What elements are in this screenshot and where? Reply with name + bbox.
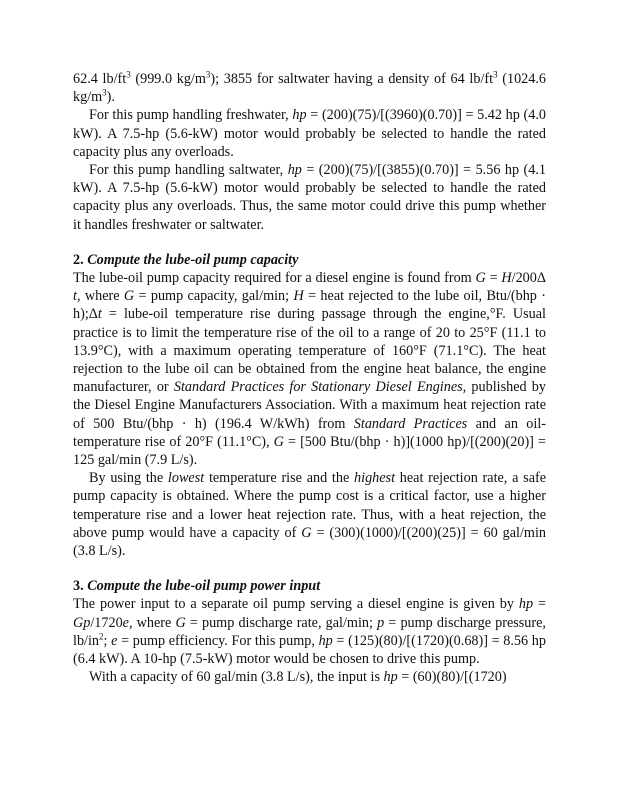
paragraph-lube-oil-capacity: The lube-oil pump capacity required for a diesel engine is found from G = H/200Δ t, where G = pump capacity, gal/min; H = heat rejected to the lube oil, Btu/(bhp · h);Δt = lube-oil temperature rise during passage through the engine,°F. Usual practice is to limit the temperature rise of the oil to a range of 20 to 25°F (11.1 to 13.9°C), with a maximum operating temperature of 160°F (71.1°C). The heat rejection to the lube oil can be obtained from the engine heat balance, the engine manufacturer, or Standard Practices for Stationary Diesel Engines, published by the Diesel Engine Manufacturers Association. With a maximum heat rejection rate of 500 Btu/(bhp · h) (196.4 W/kWh) from Standard Practices and an oil-temperature rise of 20°F (11.1°C), G = [500 Btu/(bhp · h)](1000 hp)/[(200)(20)] = 125 gal/min (7.9 L/s). bbox=[73, 270, 547, 469]
section-heading-power-input: 3. Compute the lube-oil pump power input bbox=[73, 578, 321, 595]
section-gap bbox=[73, 560, 546, 577]
paragraph-density-values: 62.4 $lb/ft^3$ (999.0 $kg/m^3$); 3855 for saltwater having a density of 64 $lb/ft^3$ (1024.6 $kg/m^3$). bbox=[73, 69, 547, 106]
paragraph-freshwater-power: For this pump handling freshwater, hp = (200)(75)/[(3960)(0.70)] = 5.42 hp (4.0 kW). A 7.5-hp (5.6-kW) motor would probably be selected to handle the rated capacity plus any overloads. bbox=[73, 107, 546, 160]
paragraph-saltwater-power: For this pump handling saltwater, hp = (200)(75)/[(3855)(0.70)] = 5.56 hp (4.1 kW). A 7.5-hp (5.6-kW) motor would probably be selected to handle the rated capacity plus any overloads. Thus, the same motor could drive this pump whether it handles freshwater or saltwater. bbox=[73, 162, 546, 233]
paragraph-60gpm-input: With a capacity of 60 gal/min (3.8 L/s), the input is hp = (60)(80)/[(1720) bbox=[89, 669, 507, 686]
paragraph-power-input: The power input to a separate oil pump serving a diesel engine is given by hp = Gp/1720e, where G = pump discharge rate, gal/min; p = pump discharge pressure, $lb/in^2$; e = pump efficiency. For this pump, hp = (125)(80)/[(1720)(0.68)] = 8.56 hp (6.4 kW). A 10-hp (7.5-kW) motor would be chosen to drive this pump. bbox=[73, 596, 546, 668]
document-page bbox=[73, 70, 546, 687]
section-heading-lube-oil-capacity: 2. Compute the lube-oil pump capacity bbox=[73, 251, 299, 268]
section-gap bbox=[73, 234, 546, 251]
paragraph-safe-capacity: By using the lowest temperature rise and the highest heat rejection rate, a safe pump capacity is obtained. Where the pump cost is a critical factor, use a higher temperature rise and a lower heat rejection rate. Thus, with a heat rejection, the above pump would have a capacity of G = (300)(1000)/[(200)(25)] = 60 gal/min (3.8 L/s). bbox=[73, 470, 547, 560]
